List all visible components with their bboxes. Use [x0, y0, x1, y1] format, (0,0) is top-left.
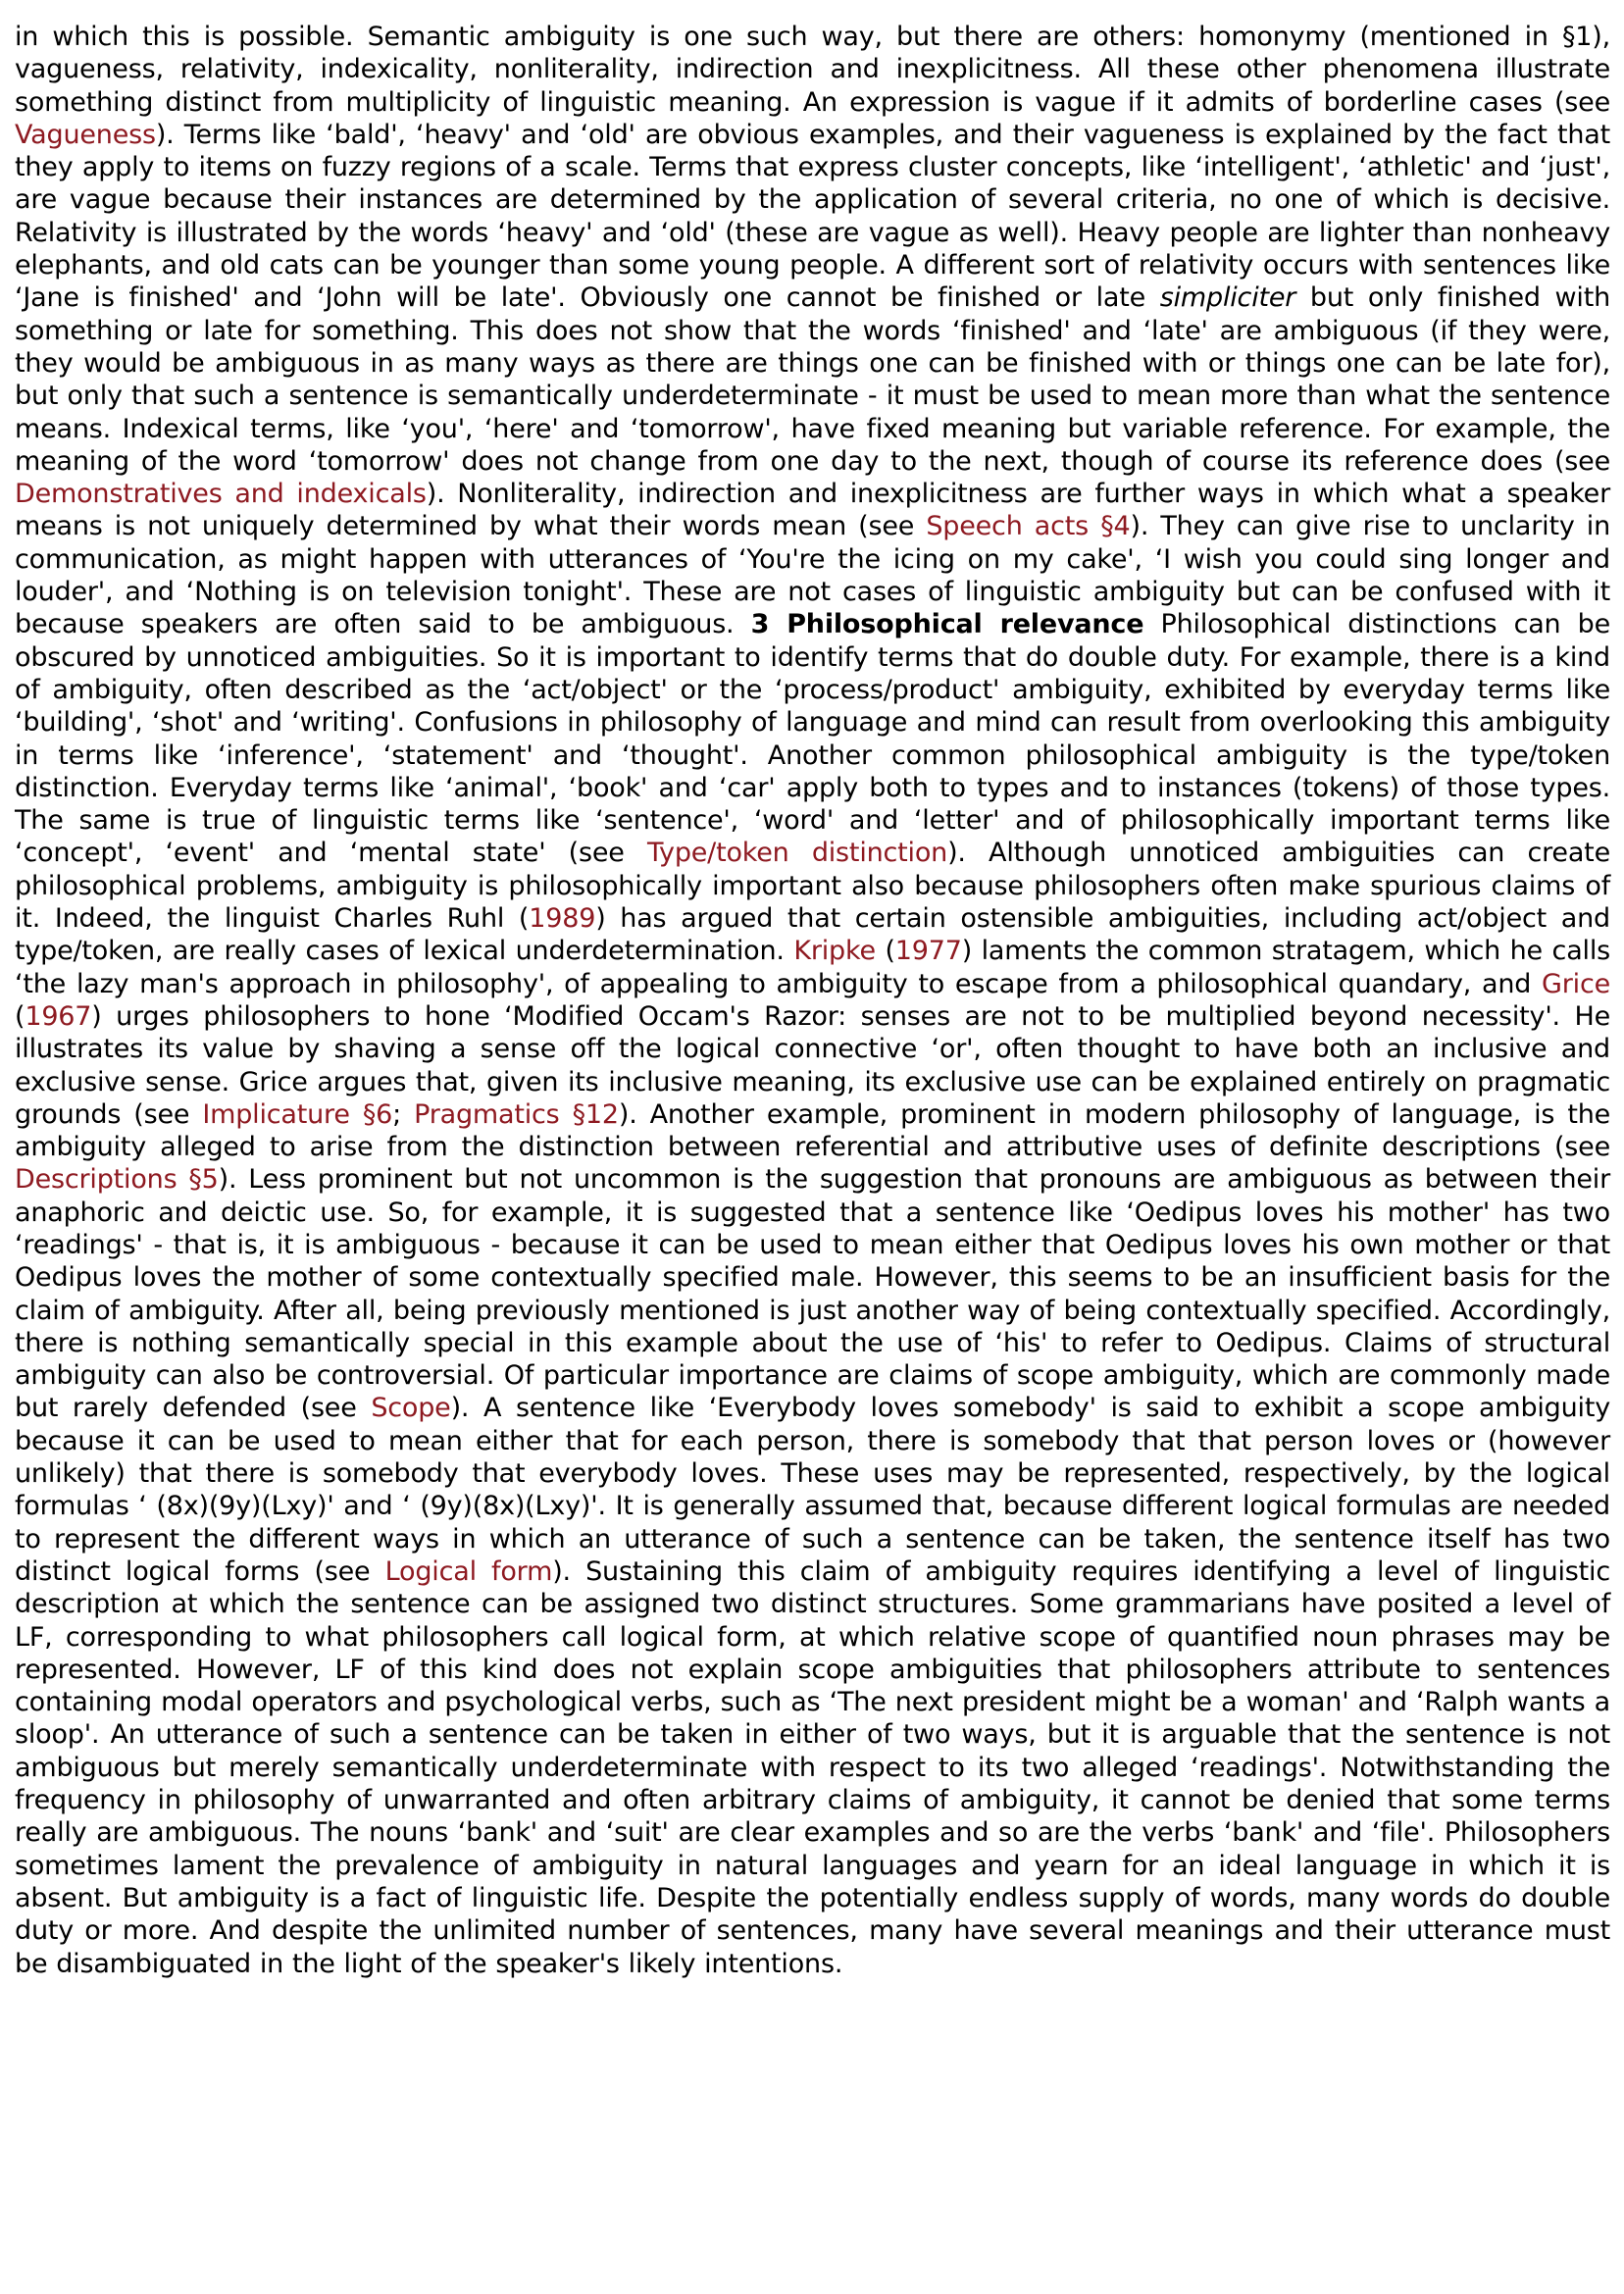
text-run: Philosophical distinctions can be obscured by unnoticed ambiguities. So it is important to identify terms that do double duty. For example, there is a kind of ambiguity, often described as the ‘act/object' or the ‘process/product' ambiguity, exhibited by everyday terms like ‘building', ‘shot' and ‘writing'. Confusions in philosophy of language and mind can result from overlooking this ambiguity in terms like ‘inference', ‘statement' and ‘thought'. Another common philosophical ambiguity is the type/token distinction. Everyday terms like ‘animal', ‘book' and ‘car' apply both to types and to instances (tokens) of those types. The same is true of linguistic terms like ‘sentence', ‘word' and ‘letter' and of philosophically important terms like ‘concept', ‘event' and ‘mental state' (see — [15, 609, 1610, 869]
inline-link[interactable]: 1967 — [25, 1000, 92, 1032]
inline-link[interactable]: Grice — [1542, 968, 1610, 999]
text-run: ) has argued that certain ostensible ambiguities, including act/object and type/token, are really cases of lexical underdetermination. — [15, 903, 1610, 967]
text-run: ). Another example, prominent in modern philosophy of language, is the ambiguity alleged to arise from the distinction between referential and attributive uses of definite descriptions (see — [15, 1098, 1611, 1163]
inline-link[interactable]: Type/token distinction — [646, 838, 948, 869]
inline-bold-heading: 3 Philosophical relevance — [750, 609, 1144, 640]
inline-link[interactable]: Demonstratives and indexicals — [15, 479, 427, 510]
text-run: ) urges philosophers to hone ‘Modified Occam's Razor: senses are not to be multiplied beyond necessity'. He illustrates its value by shaving a sense off the logical connective ‘or', often thought to have both an inclusive and exclusive sense. Grice argues that, given its inclusive meaning, its exclusive use can be explained entirely on pragmatic grounds (see — [15, 1000, 1610, 1130]
text-run: ( — [15, 1000, 25, 1032]
text-run: ). Nonliterality, indirection and inexplicitness are further ways in which what a speaker means is not uniquely determined by what their words mean (see — [15, 479, 1610, 542]
text-run: in which this is possible. Semantic ambiguity is one such way, but there are others: homonymy (mentioned in §1), vagueness, relativity, indexicality, nonliterality, indirection and inexplicitness. All these other phenomena illustrate something distinct from multiplicity of linguistic meaning. An expression is vague if it admits of borderline cases (see — [15, 22, 1610, 118]
text-run: ; — [392, 1098, 415, 1130]
inline-link[interactable]: Vagueness — [15, 119, 156, 150]
inline-link[interactable]: 1989 — [529, 903, 596, 935]
text-run: ). Terms like ‘bald', ‘heavy' and ‘old' are obvious examples, and their vagueness is explained by the fact that they apply to items on fuzzy regions of a scale. Terms that express cluster concepts, like ‘intelligent', ‘athletic' and ‘just', are vague because their instances are determined by the application of several criteria, no one of which is decisive. Relativity is illustrated by the words ‘heavy' and ‘old' (these are vague as well). Heavy people are lighter than nonheavy elephants, and old cats can be younger than some young people. A different sort of relativity occurs with sentences like ‘Jane is finished' and ‘John will be late'. Obviously one cannot be finished or late — [15, 119, 1610, 314]
inline-link[interactable]: Speech acts §4 — [926, 511, 1131, 542]
inline-link[interactable]: Scope — [371, 1393, 451, 1424]
inline-link[interactable]: Descriptions §5 — [15, 1164, 219, 1196]
inline-link[interactable]: Logical form — [384, 1555, 553, 1587]
text-run: ). Less prominent but not uncommon is the suggestion that pronouns are ambiguous as between their anaphoric and deictic use. So, for example, it is suggested that a sentence like ‘Oedipus loves his mother' has two ‘readings' - that is, it is ambiguous - because it can be used to mean either that Oedipus loves his own mother or that Oedipus loves the mother of some contextually specified male. However, this seems to be an insufficient basis for the claim of ambiguity. After all, being previously mentioned is just another way of being contextually specified. Accordingly, there is nothing semantically special in this example about the use of ‘his' to refer to Oedipus. Claims of structural ambiguity can also be controversial. Of particular importance are claims of scope ambiguity, which are commonly made but rarely defended (see — [15, 1164, 1610, 1424]
italic-term: simpliciter — [1159, 282, 1296, 314]
article-body — [15, 21, 1610, 1980]
text-run: ). Sustaining this claim of ambiguity requires identifying a level of linguistic description at which the sentence can be assigned two distinct structures. Some grammarians have posited a level of LF, corresponding to what philosophers call logical form, at which relative scope of quantified noun phrases may be represented. However, LF of this kind does not explain scope ambiguities that philosophers attribute to sentences containing modal operators and psychological verbs, such as ‘The next president might be a woman' and ‘Ralph wants a sloop'. An utterance of such a sentence can be taken in either of two ways, but it is arguable that the sentence is not ambiguous but merely semantically underdeterminate with respect to its two alleged ‘readings'. Notwithstanding the frequency in philosophy of unwarranted and often arbitrary claims of ambiguity, it cannot be denied that some terms really are ambiguous. The nouns ‘bank' and ‘suit' are clear examples and so are the verbs ‘bank' and ‘file'. Philosophers sometimes lament the prevalence of ambiguity in natural languages and yearn for an ideal language in which it is absent. But ambiguity is a fact of linguistic life. Despite the potentially endless supply of words, many words do double duty or more. And despite the unlimited number of sentences, many have several meanings and their utterance must be disambiguated in the light of the speaker's likely intentions. — [15, 1555, 1611, 1979]
text-run: ). Although unnoticed ambiguities can create philosophical problems, ambiguity is philosophically important also because philosophers often make spurious claims of it. Indeed, the linguist Charles Ruhl ( — [15, 838, 1610, 935]
inline-link[interactable]: Kripke — [793, 936, 876, 967]
text-run: ). They can give rise to unclarity in communication, as might happen with utterances of ‘You're the icing on my cake', ‘I wish you could sing longer and louder', and ‘Nothing is on television tonight'. These are not cases of linguistic ambiguity but can be confused with it because speakers are often said to be ambiguous. — [15, 511, 1610, 640]
inline-link[interactable]: 1977 — [894, 936, 962, 967]
text-run: ). A sentence like ‘Everybody loves somebody' is said to exhibit a scope ambiguity because it can be used to mean either that for each person, there is somebody that that person loves or (however unlikely) that there is somebody that everybody loves. These uses may be represented, respectively, by the logical formulas ‘ (8x)(9y)(Lxy)' and ‘ (9y)(8x)(Lxy)'. It is generally assumed that, because different logical formulas are needed to represent the different ways in which an utterance of such a sentence can be taken, the sentence itself has two distinct logical forms (see — [15, 1393, 1610, 1587]
inline-link[interactable]: Implicature §6 — [202, 1098, 393, 1130]
text-run: ( — [875, 936, 895, 967]
text-run: but only finished with something or late for something. This does not show that the words ‘finished' and ‘late' are ambiguous (if they were, they would be ambiguous in as many ways as there are things one can be finished with or things one can be late for), but only that such a sentence is semantically underdeterminate - it must be used to mean more than what the sentence means. Indexical terms, like ‘you', ‘here' and ‘tomorrow', have fixed meaning but variable reference. For example, the meaning of the word ‘tomorrow' does not change from one day to the next, though of course its reference does (see — [15, 282, 1610, 477]
text-run: ) laments the common stratagem, which he calls ‘the lazy man's approach in philosophy', of appealing to ambiguity to escape from a philosophical quandary, and — [15, 936, 1611, 999]
inline-link[interactable]: Pragmatics §12 — [414, 1098, 619, 1130]
